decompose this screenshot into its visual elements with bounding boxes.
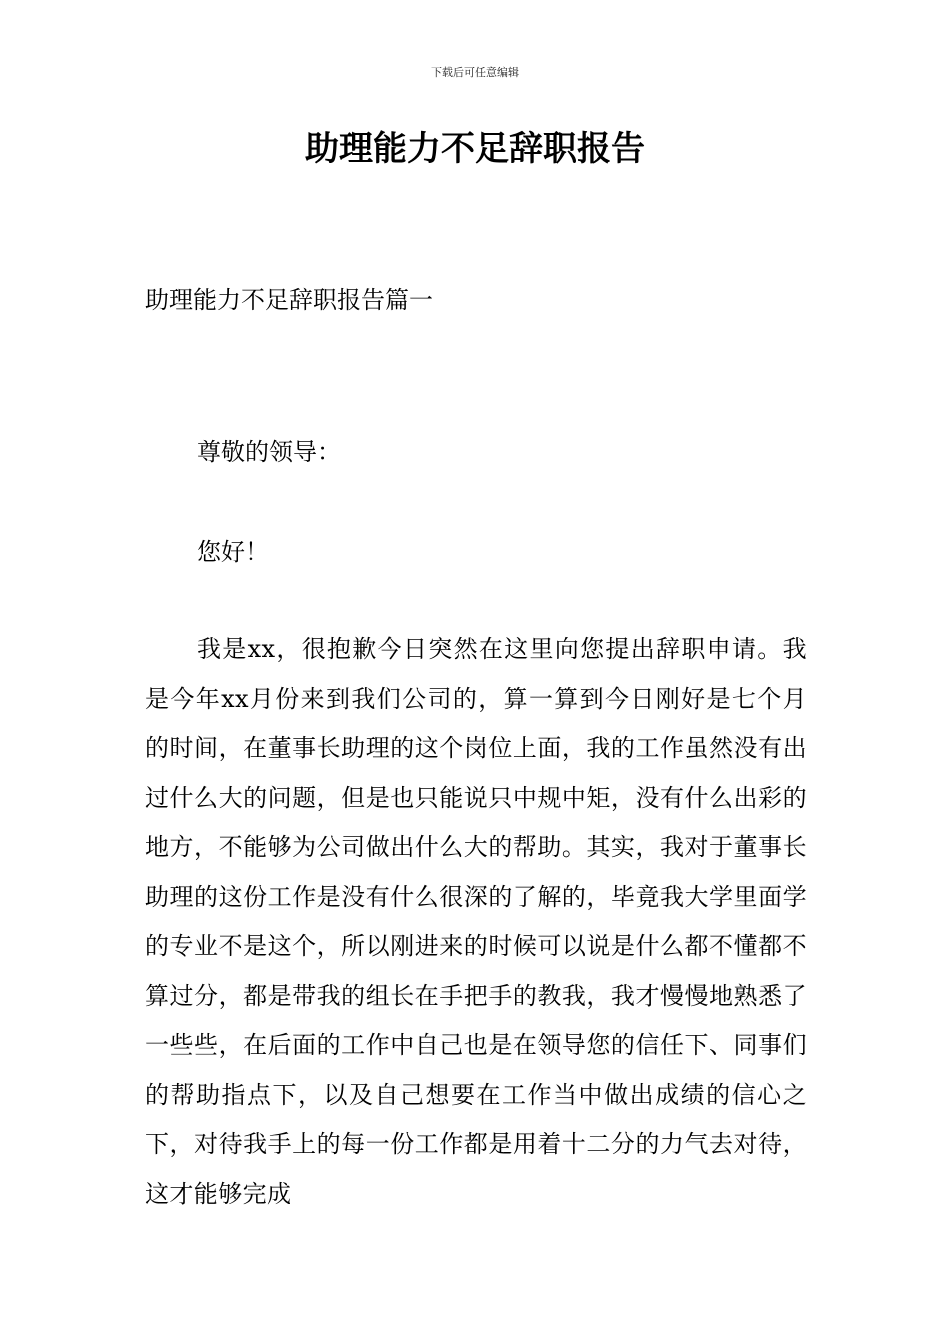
- header-note: 下载后可任意编辑: [431, 66, 519, 79]
- section-heading: 助理能力不足辞职报告篇一: [145, 286, 433, 314]
- salutation: 尊敬的领导：: [197, 438, 341, 466]
- document-title: 助理能力不足辞职报告: [305, 129, 645, 169]
- body-paragraph: 我是xx，很抱歉今日突然在这里向您提出辞职申请。我是今年xx月份来到我们公司的，算一算到今日刚好是七个月的时间，在董事长助理的这个岗位上面，我的工作虽然没有出过什么大的问题，但是也只能说只中规中矩，没有什么出彩的地方，不能够为公司做出什么大的帮助。其实，我对于董事长助理的这份工作是没有什么很深的了解的，毕竟我大学里面学的专业不是这个，所以刚进来的时候可以说是什么都不懂都不算过分，都是带我的组长在手把手的教我，我才慢慢地熟悉了一些些，在后面的工作中自己也是在领导您的信任下、同事们的帮助指点下，以及自己想要在工作当中做出成绩的信心之下，对待我手上的每一份工作都是用着十二分的力气去对待，这才能够完成: [145, 635, 807, 1208]
- greeting: 您好！: [197, 538, 269, 566]
